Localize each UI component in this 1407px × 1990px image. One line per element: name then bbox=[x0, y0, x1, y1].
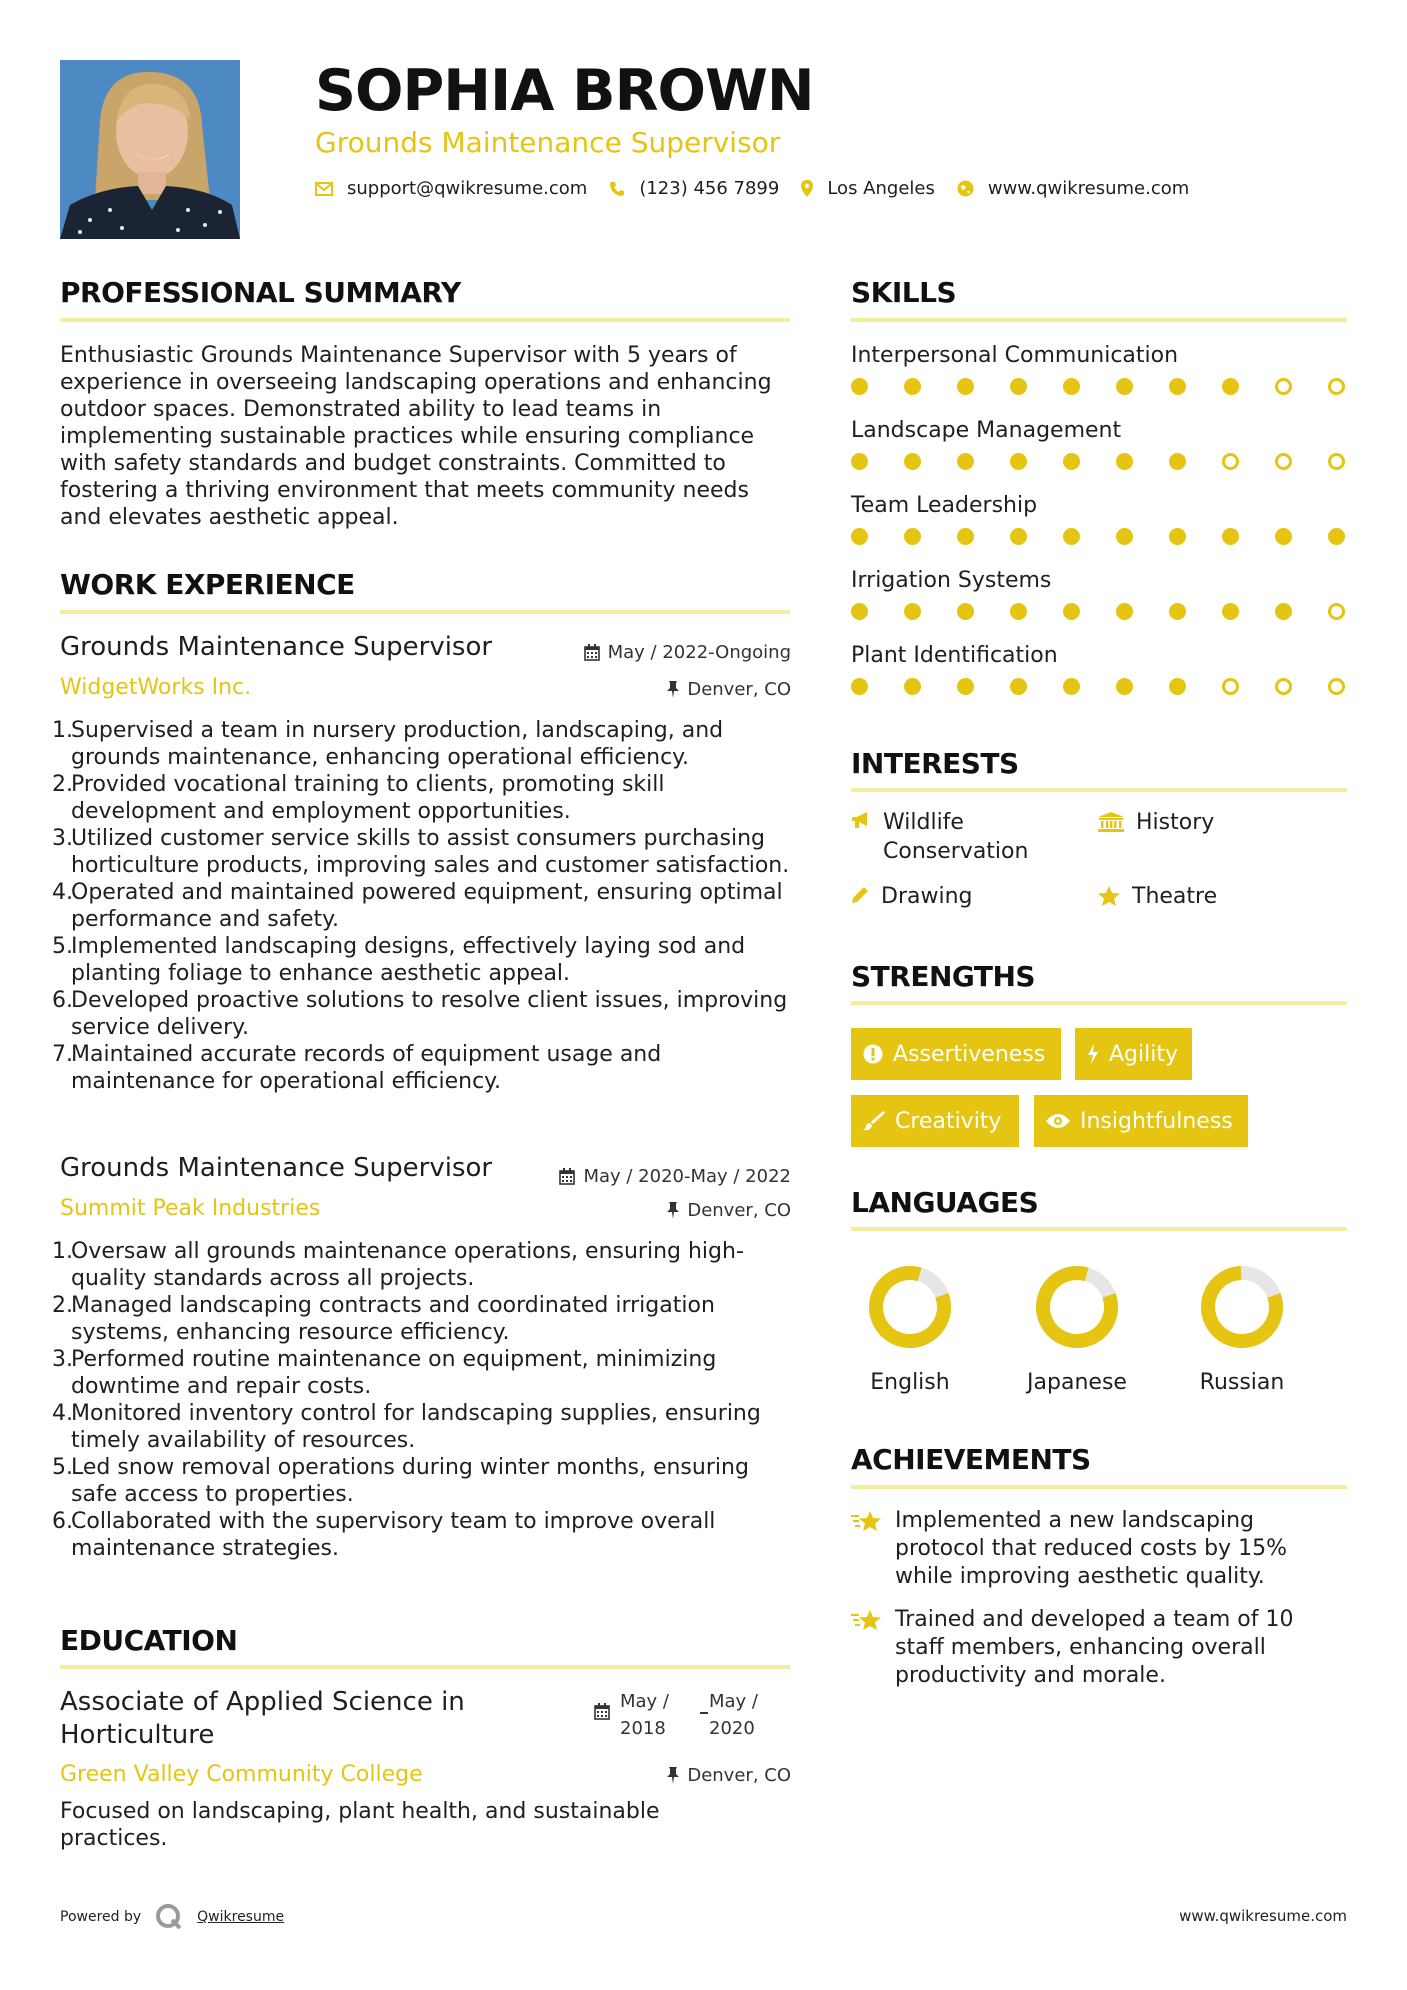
skill-dot bbox=[1222, 453, 1239, 470]
job-title: Grounds Maintenance Supervisor bbox=[60, 632, 493, 662]
language-name: Russian bbox=[1199, 1370, 1285, 1395]
languages-heading: LANGUAGES bbox=[851, 1186, 1039, 1219]
list-item: 5. Led snow removal operations during winter months, ensuring safe access to properties. bbox=[52, 1455, 749, 1507]
skill-dot bbox=[1222, 378, 1239, 395]
skill-dot bbox=[1010, 378, 1027, 395]
ring-progress bbox=[1033, 1263, 1120, 1350]
candidate-role: Grounds Maintenance Supervisor bbox=[315, 126, 781, 159]
skill-item bbox=[851, 568, 1345, 620]
language-name: English bbox=[870, 1370, 950, 1395]
museum-icon bbox=[1098, 812, 1124, 832]
strength-badge: Agility bbox=[1075, 1028, 1192, 1080]
skill-dot bbox=[851, 378, 868, 395]
skill-dot bbox=[1328, 453, 1345, 470]
summary-text: Enthusiastic Grounds Maintenance Supervisor with 5 years of experience in overseeing landscaping operations and enhancing outdoor spaces. Demonstrated ability to lead teams in implementing sustainable practices while ensuring compliance with safety standards and budget constraints. Committed to fostering a thriving environment that meets community needs and elevates aesthetic appeal. bbox=[60, 343, 772, 530]
pushpin-icon bbox=[667, 681, 679, 698]
skill-dot bbox=[851, 528, 868, 545]
strength-badge: Insightfulness bbox=[1034, 1095, 1248, 1147]
skill-dot bbox=[1169, 603, 1186, 620]
strength-badge: Assertiveness bbox=[851, 1028, 1061, 1080]
company-name: Summit Peak Industries bbox=[60, 1196, 321, 1221]
skill-item bbox=[851, 418, 1345, 470]
pushpin-icon bbox=[667, 1767, 679, 1784]
section-divider bbox=[60, 610, 790, 614]
summary-heading: PROFESSIONAL SUMMARY bbox=[60, 276, 461, 309]
calendar-icon bbox=[594, 1703, 610, 1724]
skill-dot bbox=[1010, 678, 1027, 695]
language-item bbox=[1162, 1262, 1322, 1395]
list-item: 4. Monitored inventory control for landscaping supplies, ensuring timely availability of resources. bbox=[52, 1401, 761, 1453]
skill-rating bbox=[851, 603, 1345, 620]
skill-dot bbox=[1169, 378, 1186, 395]
brush-icon bbox=[863, 1111, 885, 1131]
skill-rating bbox=[851, 453, 1345, 470]
section-divider bbox=[60, 318, 790, 322]
skill-dot bbox=[1169, 453, 1186, 470]
experience-heading: WORK EXPERIENCE bbox=[60, 568, 355, 601]
skill-dot bbox=[1010, 453, 1027, 470]
skill-dot bbox=[957, 603, 974, 620]
skills-heading: SKILLS bbox=[851, 276, 957, 309]
skill-dot bbox=[957, 453, 974, 470]
skill-dot bbox=[1222, 528, 1239, 545]
achievement-item: Implemented a new landscaping protocol that reduced costs by 15% while improving aesthetic quality. bbox=[851, 1507, 1331, 1591]
strengths-heading: STRENGTHS bbox=[851, 960, 1036, 993]
section-divider bbox=[851, 318, 1347, 322]
strength-badge: Creativity bbox=[851, 1095, 1019, 1147]
skill-dot bbox=[1010, 603, 1027, 620]
list-item: 1. Oversaw all grounds maintenance operations, ensuring high-quality standards across all projects. bbox=[52, 1239, 744, 1291]
responsibility-list bbox=[52, 717, 792, 1095]
calendar-icon bbox=[584, 644, 600, 661]
skill-item bbox=[851, 493, 1345, 545]
phone-icon bbox=[609, 181, 625, 197]
skill-dot bbox=[1275, 603, 1292, 620]
skill-name: Landscape Management bbox=[851, 418, 1122, 443]
skill-dot bbox=[1328, 678, 1345, 695]
skill-dot bbox=[1116, 603, 1133, 620]
skill-dot bbox=[1063, 378, 1080, 395]
pushpin-icon bbox=[667, 1202, 679, 1219]
language-name: Japanese bbox=[1027, 1370, 1127, 1395]
skill-dot bbox=[1328, 378, 1345, 395]
job-date: May / 2020-May / 2022 bbox=[559, 1166, 791, 1187]
language-item bbox=[997, 1262, 1157, 1395]
contact-location: Los Angeles bbox=[801, 178, 935, 199]
responsibility-list bbox=[52, 1238, 792, 1562]
globe-icon bbox=[957, 180, 974, 197]
education-description: Focused on landscaping, plant health, and sustainable practices. bbox=[60, 1799, 660, 1851]
calendar-icon bbox=[559, 1168, 575, 1185]
skill-rating bbox=[851, 678, 1345, 695]
contact-email[interactable]: support@qwikresume.com bbox=[315, 178, 587, 199]
qwikresume-logo-icon bbox=[155, 1903, 183, 1931]
contact-bar bbox=[315, 178, 1211, 199]
skill-dot bbox=[904, 453, 921, 470]
language-item bbox=[830, 1262, 990, 1395]
skill-dot bbox=[1222, 603, 1239, 620]
candidate-name: SOPHIA BROWN bbox=[315, 58, 814, 124]
skill-name: Irrigation Systems bbox=[851, 568, 1052, 593]
skill-dot bbox=[957, 378, 974, 395]
list-item: 4. Operated and maintained powered equipment, ensuring optimal performance and safety. bbox=[52, 880, 783, 932]
skill-dot bbox=[1275, 678, 1292, 695]
job-location: Denver, CO bbox=[667, 1200, 791, 1221]
interests-heading: INTERESTS bbox=[851, 747, 1019, 780]
skill-name: Interpersonal Communication bbox=[851, 343, 1179, 368]
skill-dot bbox=[1116, 378, 1133, 395]
job-location: Denver, CO bbox=[667, 679, 791, 700]
skill-dot bbox=[904, 678, 921, 695]
list-item: 5. Implemented landscaping designs, effectively laying sod and planting foliage to enhance aesthetic appeal. bbox=[52, 934, 746, 986]
list-item: 2. Managed landscaping contracts and coordinated irrigation systems, enhancing resource efficiency. bbox=[52, 1293, 715, 1345]
eye-icon bbox=[1046, 1113, 1070, 1129]
skill-item bbox=[851, 643, 1345, 695]
education-heading: EDUCATION bbox=[60, 1624, 238, 1657]
company-name: WidgetWorks Inc. bbox=[60, 675, 252, 700]
section-divider bbox=[851, 788, 1347, 792]
job-date: May / 2022-Ongoing bbox=[584, 642, 791, 663]
skill-dot bbox=[1116, 453, 1133, 470]
skill-dot bbox=[1063, 603, 1080, 620]
skill-dot bbox=[1010, 528, 1027, 545]
education-start-date: May / 2018 bbox=[620, 1691, 669, 1739]
section-divider bbox=[851, 1485, 1347, 1489]
skill-dot bbox=[1222, 678, 1239, 695]
skill-dot bbox=[851, 453, 868, 470]
pencil-icon bbox=[851, 886, 869, 904]
job-title: Grounds Maintenance Supervisor bbox=[60, 1153, 493, 1183]
education-location: Denver, CO bbox=[667, 1765, 791, 1786]
skill-dot bbox=[904, 378, 921, 395]
footer-powered-by: Powered by Qwikresume bbox=[60, 1903, 284, 1931]
bolt-icon bbox=[1087, 1044, 1099, 1064]
list-item: 1. Supervised a team in nursery production, landscaping, and grounds maintenance, enhancing operational efficiency. bbox=[52, 718, 724, 770]
map-pin-icon bbox=[801, 180, 813, 197]
achievements-heading: ACHIEVEMENTS bbox=[851, 1443, 1091, 1476]
skill-dot bbox=[1063, 528, 1080, 545]
envelope-icon bbox=[315, 182, 333, 196]
skill-dot bbox=[1116, 528, 1133, 545]
skill-dot bbox=[851, 603, 868, 620]
skill-dot bbox=[1275, 528, 1292, 545]
language-ring bbox=[1032, 1262, 1122, 1352]
achievement-star-icon bbox=[851, 1608, 883, 1634]
language-ring bbox=[1197, 1262, 1287, 1352]
interest-item: Drawing bbox=[851, 882, 972, 911]
skill-dot bbox=[1275, 453, 1292, 470]
interest-item: Wildlife Conservation bbox=[851, 808, 1028, 866]
skill-dot bbox=[1328, 528, 1345, 545]
footer-site-link[interactable]: www.qwikresume.com bbox=[1179, 1907, 1347, 1925]
list-item: 6. Collaborated with the supervisory team to improve overall maintenance strategies. bbox=[52, 1509, 716, 1561]
profile-photo bbox=[60, 60, 240, 239]
skill-dot bbox=[957, 528, 974, 545]
skill-dot bbox=[1063, 678, 1080, 695]
skill-dot bbox=[957, 678, 974, 695]
star-icon bbox=[1098, 886, 1120, 906]
skill-rating bbox=[851, 528, 1345, 545]
section-divider bbox=[60, 1665, 790, 1669]
skill-dot bbox=[1063, 453, 1080, 470]
skill-dot bbox=[1169, 678, 1186, 695]
qwikresume-link[interactable]: Qwikresume bbox=[197, 1909, 285, 1925]
skill-name: Team Leadership bbox=[851, 493, 1038, 518]
ring-progress bbox=[866, 1263, 953, 1350]
skill-rating bbox=[851, 378, 1345, 395]
contact-phone[interactable]: (123) 456 7899 bbox=[609, 178, 779, 199]
skill-name: Plant Identification bbox=[851, 643, 1058, 668]
contact-website[interactable]: www.qwikresume.com bbox=[957, 178, 1189, 199]
skill-dot bbox=[904, 603, 921, 620]
education-end-date: May / 2020 bbox=[709, 1691, 758, 1739]
section-divider bbox=[851, 1227, 1347, 1231]
list-item: 3. Utilized customer service skills to assist consumers purchasing horticulture products, improving sales and customer satisfaction. bbox=[52, 826, 790, 878]
skill-item bbox=[851, 343, 1345, 395]
list-item: 6. Developed proactive solutions to resolve client issues, improving service delivery. bbox=[52, 988, 788, 1040]
achievement-star-icon bbox=[851, 1509, 883, 1535]
exclamation-icon bbox=[863, 1044, 883, 1064]
megaphone-icon bbox=[851, 812, 871, 830]
achievement-item: Trained and developed a team of 10 staff members, enhancing overall productivity and morale. bbox=[851, 1606, 1331, 1690]
language-ring bbox=[865, 1262, 955, 1352]
school-name: Green Valley Community College bbox=[60, 1762, 423, 1787]
interest-item: History bbox=[1098, 808, 1214, 837]
section-divider bbox=[851, 1001, 1347, 1005]
skill-dot bbox=[1275, 378, 1292, 395]
list-item: 3. Performed routine maintenance on equipment, minimizing downtime and repair costs. bbox=[52, 1347, 717, 1399]
degree-title: Associate of Applied Science in Horticulture bbox=[60, 1687, 465, 1750]
date-separator bbox=[700, 1712, 708, 1714]
interest-item: Theatre bbox=[1098, 882, 1217, 911]
list-item: 7. Maintained accurate records of equipment usage and maintenance for operational efficiency. bbox=[52, 1042, 662, 1094]
skill-dot bbox=[904, 528, 921, 545]
skill-dot bbox=[1328, 603, 1345, 620]
skill-dot bbox=[851, 678, 868, 695]
skill-dot bbox=[1169, 528, 1186, 545]
skill-dot bbox=[1116, 678, 1133, 695]
list-item: 2. Provided vocational training to clients, promoting skill development and employment opportunities. bbox=[52, 772, 665, 824]
